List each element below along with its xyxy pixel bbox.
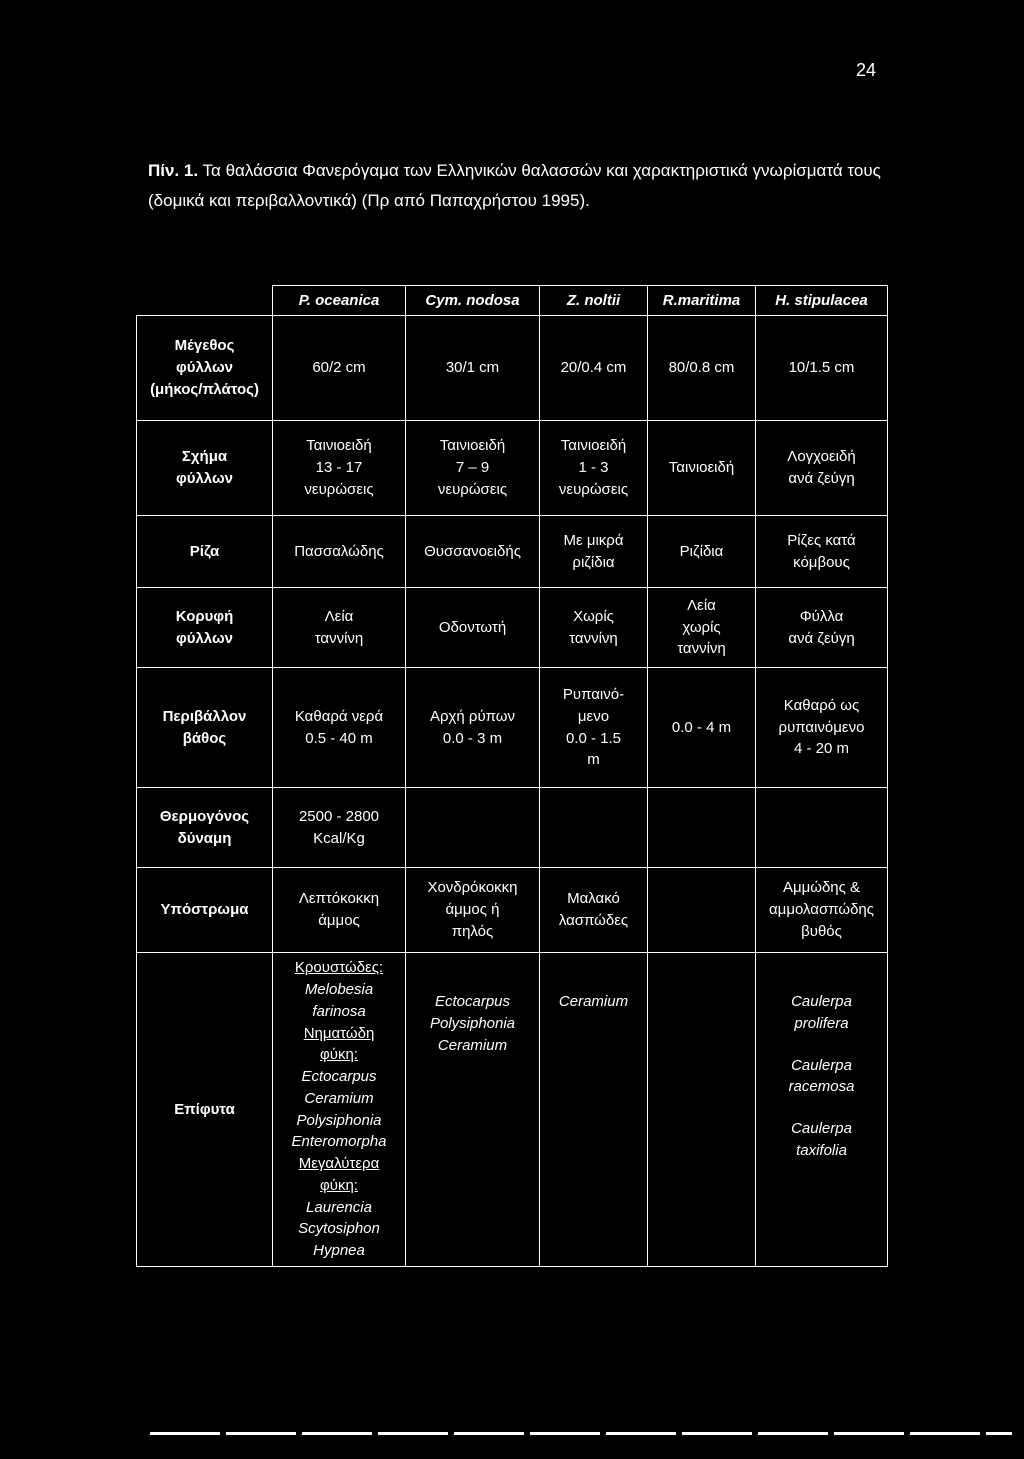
table-cell: Αμμώδης & αμμολασπώδης βυθός xyxy=(756,868,888,953)
table-cell: Λεπτόκοκκη άμμος xyxy=(273,868,406,953)
table-cell: Ταινιοειδή 1 - 3 νευρώσεις xyxy=(540,421,648,516)
table-cell: Φύλλα ανά ζεύγη xyxy=(756,588,888,668)
table-cell: Πασσαλώδης xyxy=(273,516,406,588)
table-cell: Λεία χωρίς ταννίνη xyxy=(648,588,756,668)
table-row xyxy=(137,588,888,668)
epiphyte-line: Ceramium xyxy=(437,1036,508,1054)
table-cell: 10/1.5 cm xyxy=(756,316,888,421)
table-caption xyxy=(148,156,888,216)
epiphyte-line: Νηματώδη xyxy=(303,1024,375,1042)
species-header-row xyxy=(137,286,888,316)
epiphyte-line: Ceramium xyxy=(558,993,629,1010)
row-header: Σχήμα φύλλων xyxy=(137,421,273,516)
table-cell: Θυσσανοειδής xyxy=(406,516,540,588)
epiphyte-cell xyxy=(273,953,406,1267)
epiphyte-line: Caulerpa taxifolia xyxy=(791,1120,852,1159)
epiphyte-line: Melobesia xyxy=(304,981,374,998)
row-header: Επίφυτα xyxy=(137,953,273,1267)
table-cell: Μαλακό λασπώδες xyxy=(540,868,648,953)
row-header: Υπόστρωμα xyxy=(137,868,273,953)
table-cell: Ρίζες κατά κόμβους xyxy=(756,516,888,588)
epiphyte-line: Enteromorpha xyxy=(291,1133,387,1151)
epiphyte-line: Laurencia xyxy=(306,1198,372,1216)
table-cell xyxy=(540,788,648,868)
table-cell: Λογχοειδή ανά ζεύγη xyxy=(756,421,888,516)
row-header: Μέγεθος φύλλων (μήκος/πλάτος) xyxy=(137,316,273,421)
epiphyte-line: Ectocarpus xyxy=(301,1068,377,1085)
epiphyte-line: φύκη: xyxy=(320,1046,358,1064)
table-cell: Ριζίδια xyxy=(648,516,756,588)
species-header: Cym. nodosa xyxy=(406,286,540,316)
row-header: Κορυφή φύλλων xyxy=(137,588,273,668)
table-cell: Χωρίς ταννίνη xyxy=(540,588,648,668)
table-row xyxy=(137,868,888,953)
caption-label: Πίν. 1. xyxy=(148,161,199,180)
table-row xyxy=(137,516,888,588)
caption-text: Τα θαλάσσια Φανερόγαμα των Ελληνικών θαλασσών και χαρακτηριστικά γνωρίσματά τους (δομικά και περιβαλλοντικά) (Πρ από Παπαχρήστου 1995). xyxy=(148,161,881,210)
table-row xyxy=(137,421,888,516)
table-row xyxy=(137,668,888,788)
epiphyte-line: farinosa xyxy=(312,1002,366,1020)
table-cell: Καθαρό ως ρυπαινόμενο 4 - 20 m xyxy=(756,668,888,788)
table-row xyxy=(137,316,888,421)
table-cell: 60/2 cm xyxy=(273,316,406,421)
epiphyte-line: Ceramium xyxy=(304,1089,374,1107)
row-header: Θερμογόνος δύναμη xyxy=(137,788,273,868)
table-cell: 80/0.8 cm xyxy=(648,316,756,421)
table-cell: Οδοντωτή xyxy=(406,588,540,668)
epiphyte-line: Κρουστώδες: xyxy=(294,959,384,977)
table-cell: 0.0 - 4 m xyxy=(648,668,756,788)
epiphyte-cell xyxy=(648,953,756,1267)
table-cell: Ρυπαινό- μενο 0.0 - 1.5 m xyxy=(540,668,648,788)
table-cell: Ταινιοειδή 7 – 9 νευρώσεις xyxy=(406,421,540,516)
table-cell xyxy=(648,868,756,953)
table-row xyxy=(137,788,888,868)
table-cell xyxy=(648,788,756,868)
table-cell: 30/1 cm xyxy=(406,316,540,421)
page-number: 24 xyxy=(856,60,877,80)
bottom-rule xyxy=(150,1432,1012,1435)
epiphyte-cell xyxy=(756,953,888,1267)
epiphyte-line: Scytosiphon xyxy=(298,1220,380,1238)
epiphyte-line: Hypnea xyxy=(313,1242,365,1259)
epiphyte-line: Caulerpa racemosa xyxy=(788,1056,855,1096)
epiphyte-line: Polysiphonia xyxy=(429,1014,516,1032)
epiphyte-line: Polysiphonia xyxy=(296,1111,382,1129)
table-cell: 20/0.4 cm xyxy=(540,316,648,421)
table-cell: Ταινιοειδή xyxy=(648,421,756,516)
species-header: R.maritima xyxy=(648,286,756,316)
species-header: H. stipulacea xyxy=(756,286,888,316)
epiphyte-line: Μεγαλύτερα xyxy=(298,1155,380,1172)
epiphyte-cell xyxy=(406,953,540,1267)
table-cell: Με μικρά ριζίδια xyxy=(540,516,648,588)
row-header: Ρίζα xyxy=(137,516,273,588)
epiphyte-line: Caulerpa prolifera xyxy=(791,993,852,1032)
table-cell xyxy=(756,788,888,868)
table-cell xyxy=(406,788,540,868)
empty-corner xyxy=(137,286,273,316)
seagrass-table xyxy=(136,285,888,1267)
epiphyte-cell xyxy=(540,953,648,1267)
row-header: Περιβάλλον βάθος xyxy=(137,668,273,788)
table-cell: Λεία ταννίνη xyxy=(273,588,406,668)
epiphyte-line: Ectocarpus xyxy=(434,993,511,1010)
table-cell: Καθαρά νερά 0.5 - 40 m xyxy=(273,668,406,788)
table-cell: 2500 - 2800 Kcal/Kg xyxy=(273,788,406,868)
species-header: P. oceanica xyxy=(273,286,406,316)
table-row-epiphytes xyxy=(137,953,888,1267)
species-header: Z. noltii xyxy=(540,286,648,316)
table-cell: Χονδρόκοκκη άμμος ή πηλός xyxy=(406,868,540,953)
table-cell: Αρχή ρύπων 0.0 - 3 m xyxy=(406,668,540,788)
table-cell: Ταινιοειδή 13 - 17 νευρώσεις xyxy=(273,421,406,516)
epiphyte-line: φύκη: xyxy=(320,1176,358,1194)
